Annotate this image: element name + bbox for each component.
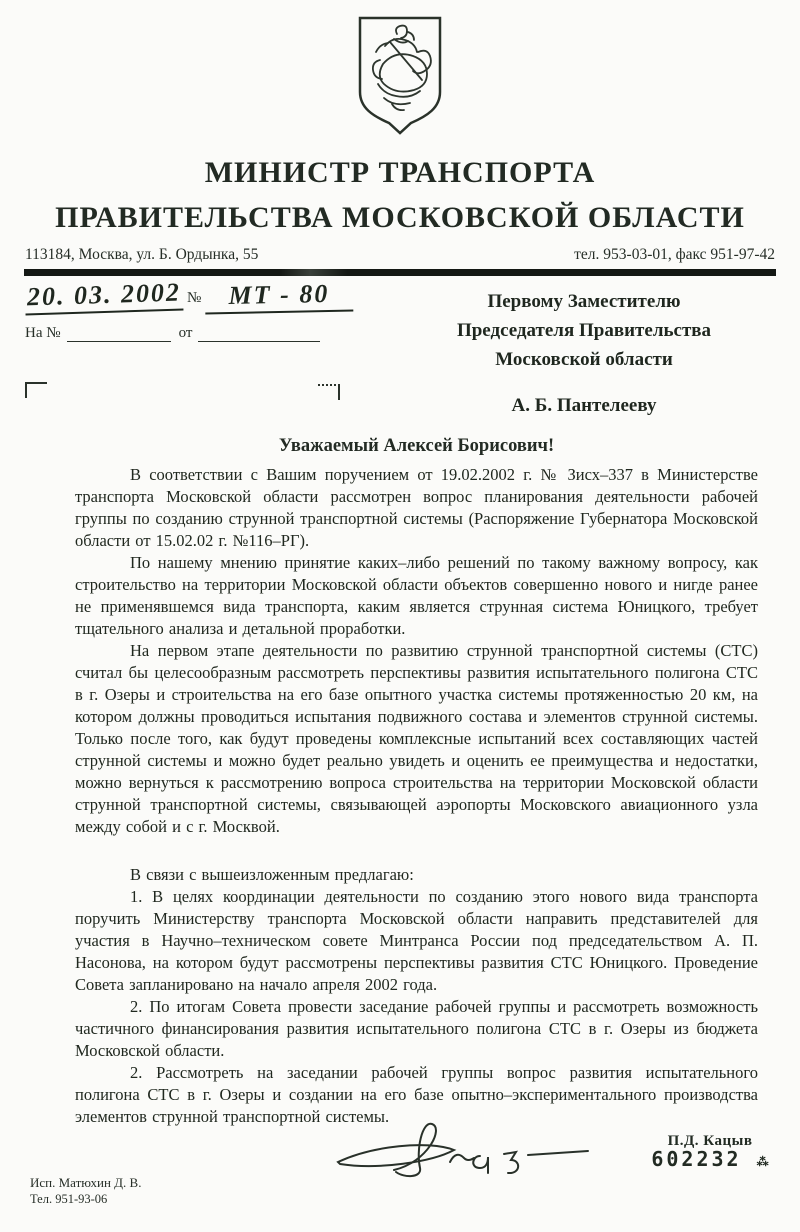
paragraph: На первом этапе деятельности по развитию струнной транспортной системы (СТС) считал бы целесообразным рассмотреть перспективы развития испытательного полигона СТС в г. Озеры и строительства на его базе опытного участка системы протяженностью 20 км, на котором должны проводиться испытания подвижного состава и элементов струнной системы. Только после того, как будут проведены комплексные испытаний всех составляющих частей струнной системы и можно будет реально увидеть и оценить ее преимущества и недостатки, можно вернуться к рассмотрению вопроса строительства на территории Московской области струнной транспортной системы, связывающей аэропорты Московского авиационного узла между собой и с г. Москвой. (75, 641, 758, 836)
paragraph: В соответствии с Вашим поручением от 19.02.2002 г. № Зисх–337 в Министерстве транспорта Московской области рассмотрен вопрос планирования деятельности рабочей группы по созданию струнной транспортной системы (Распоряжение Губернатора Московской области от 15.02.02 г. №116–РГ). (75, 465, 758, 550)
letterhead-contact-row (25, 246, 775, 264)
reply-na-label: На № (25, 325, 61, 341)
executor-footer (30, 1174, 141, 1208)
paragraph: В связи с вышеизложенным предлагаю: (130, 865, 414, 884)
date-number-row (25, 277, 370, 313)
stamp-asterisk-mark: ⁂ (756, 1155, 769, 1169)
paragraph: По нашему мнению принятие каких–либо решений по такому важному вопросу, как строительство на территории Московской области объектов совершенно нового и нигде ранее не применявшемся вида транспорта, каким является струнная система Юницкого, требует тщательного анализа и детальной проработки. (75, 553, 758, 638)
recipient-name: А. Б. Пантелееву (511, 395, 657, 416)
salutation: Уважаемый Алексей Борисович! (278, 436, 555, 456)
postal-address: 113184, Москва, ул. Б. Ордынка, 55 (25, 246, 259, 263)
corner-mark-left (25, 382, 47, 398)
letterhead (0, 12, 800, 235)
ministry-title-line1: МИНИСТР ТРАНСПОРТА (204, 156, 596, 189)
coat-of-arms-icon (350, 12, 450, 140)
stamp-number (630, 1147, 790, 1171)
handwritten-number: МТ - 80 (205, 278, 354, 314)
stamp-number-digits: 602232 (651, 1147, 742, 1171)
paragraph: 2. Рассмотреть на заседании рабочей группы вопрос развития испытательного полигона СТС в г. Озеры и создании на его базе опытно–экспериментального производства элементов струнной транспортной системы. (75, 1063, 758, 1126)
recipient-line3: Московской области (495, 349, 673, 370)
recipient-line2: Председателя Правительства (456, 320, 712, 341)
phone-fax: тел. 953-03-01, факс 951-97-42 (574, 246, 775, 263)
paragraph: 1. В целях координации деятельности по созданию этого нового вида транспорта поручить Министерству транспорта Московской области направить представителей для участия в Научно–техническом совете Минтранса России под председательством А. П. Насонова, на котором будут рассмотрены перспективы развития СТС Юницкого. Проведение Совета запланировано на начало апреля 2002 года. (75, 887, 758, 994)
executor-name: Исп. Матюхин Д. В. (30, 1175, 142, 1190)
number-sign: № (187, 290, 202, 306)
ministry-title-line2: ПРАВИТЕЛЬСТВА МОСКОВСКОЙ ОБЛАСТИ (55, 201, 745, 234)
paragraph: 2. По итогам Совета провести заседание рабочей группы и рассмотреть возможность частичного финансирования развития испытательного полигона СТС в г. Озеры из бюджета Московской области. (75, 997, 758, 1060)
reply-reference-row (25, 325, 370, 342)
reply-number-blank (67, 328, 171, 342)
recipient-block (428, 287, 740, 420)
handwritten-date: 20. 03. 2002 (25, 278, 184, 316)
reply-date-blank (198, 328, 320, 342)
reference-block (25, 277, 370, 342)
recipient-line1: Первому Заместителю (487, 291, 681, 312)
reply-ot-label: от (178, 325, 193, 341)
corner-mark-right (318, 384, 340, 400)
letterhead-divider-rule (24, 269, 776, 276)
handwritten-signature (332, 1120, 592, 1182)
signer-stamp (630, 1133, 790, 1171)
signer-name: П.Д. Кацыв (667, 1133, 753, 1149)
letter-body (75, 436, 758, 1128)
executor-phone: Тел. 951-93-06 (30, 1192, 108, 1206)
